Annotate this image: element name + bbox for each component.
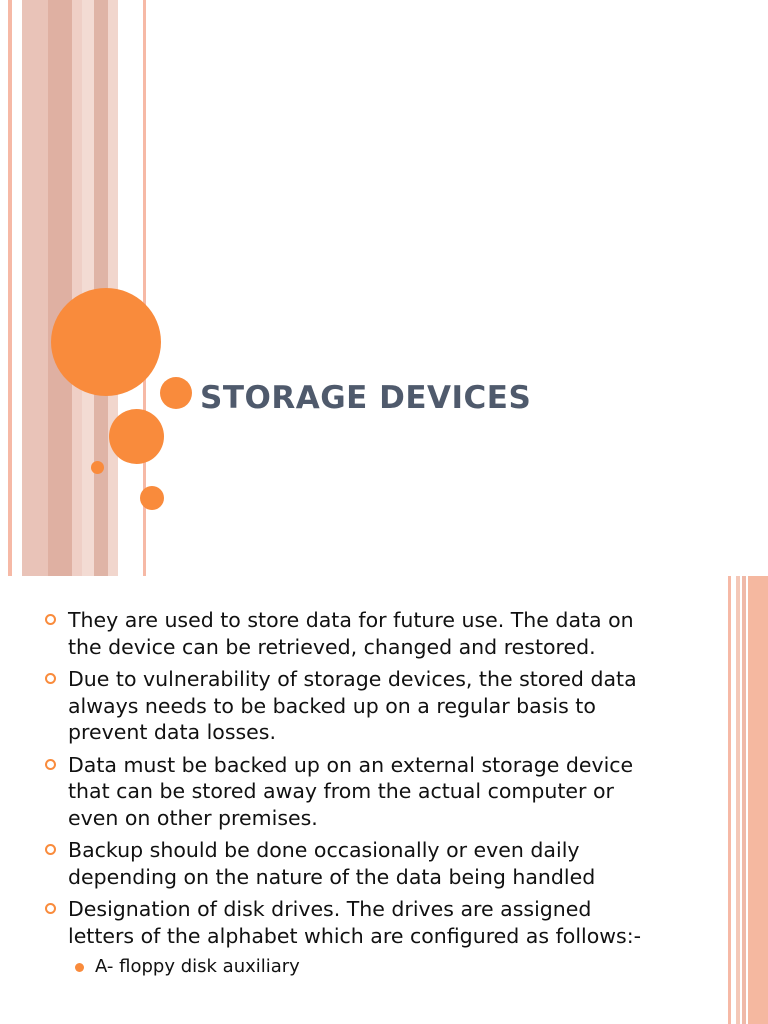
sub-list-item xyxy=(44,955,664,979)
circle-bullet-icon xyxy=(45,673,56,684)
content-slide xyxy=(0,576,768,1024)
list-item-text: Backup should be done occasionally or even daily depending on the nature of the data being handled xyxy=(68,838,596,889)
list-item-text: Due to vulnerability of storage devices, the stored data always needs to be backed up on a regular basis to prevent data losses. xyxy=(68,667,637,744)
decorative-circle xyxy=(160,377,192,409)
list-item xyxy=(44,752,664,832)
list-item xyxy=(44,607,664,660)
bullet-list xyxy=(44,607,664,979)
decorative-circle xyxy=(140,486,164,510)
list-item xyxy=(44,896,664,949)
sub-list-item-text: A- floppy disk auxiliary xyxy=(95,956,300,977)
list-item-text: Data must be backed up on an external storage device that can be stored away from the actual computer or even on other premises. xyxy=(68,752,634,830)
list-item-text: Designation of disk drives. The drives are assigned letters of the alphabet which are configured as follows:- xyxy=(68,897,642,948)
circle-bullet-icon xyxy=(45,844,56,855)
decorative-circle xyxy=(109,409,164,464)
list-item xyxy=(44,837,664,890)
decorative-circle xyxy=(51,288,161,396)
list-item xyxy=(44,666,664,746)
list-item-text: They are used to store data for future use. The data on the device can be retrieved, changed and restored. xyxy=(68,608,634,659)
decorative-stripes xyxy=(728,576,768,1024)
slide-title: STORAGE DEVICES xyxy=(200,380,532,416)
decorative-circle xyxy=(91,461,104,474)
circle-bullet-icon xyxy=(45,614,56,625)
circle-bullet-icon xyxy=(45,759,56,770)
filled-bullet-icon xyxy=(75,963,84,972)
decorative-stripes xyxy=(0,0,160,576)
circle-bullet-icon xyxy=(45,903,56,914)
